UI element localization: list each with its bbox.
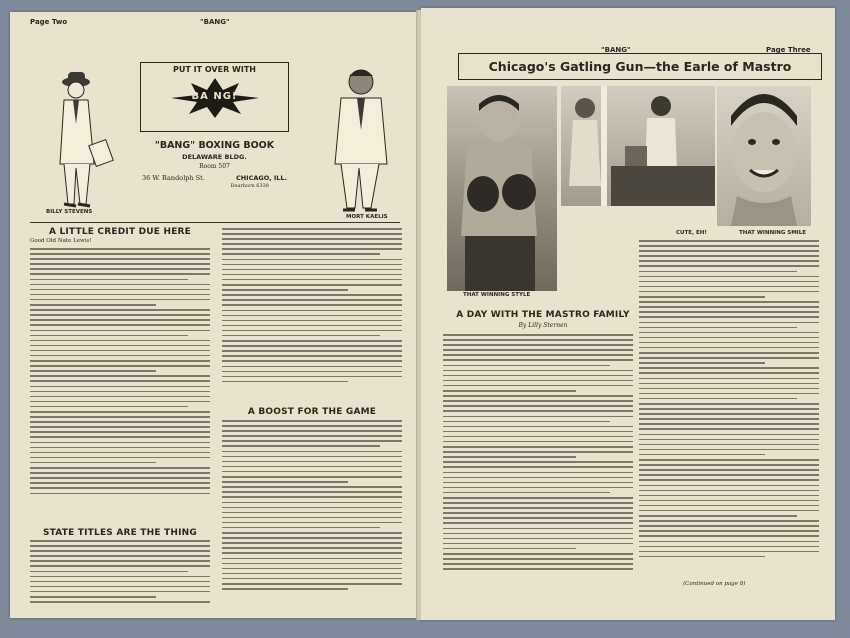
left-page-label: Page Two [30, 18, 68, 26]
ad-city: CHICAGO, ILL. [235, 174, 287, 182]
article-column-2 [639, 240, 819, 561]
right-running-head: "BANG" [601, 46, 631, 54]
family-photo [561, 86, 715, 206]
continued-note: (Continued on page 8) [683, 581, 746, 587]
credit-subheading: Good Old Nate Lewis! [30, 238, 92, 244]
winning-style-caption: THAT WINNING STYLE [463, 292, 531, 298]
credit-heading: A LITTLE CREDIT DUE HERE [48, 227, 192, 237]
article-column-1 [443, 334, 633, 573]
billy-stevens-illustration [46, 64, 118, 212]
smile-caption: THAT WINNING SMILE [739, 230, 806, 236]
right-page-label: Page Three [766, 46, 811, 54]
bang-logo [169, 78, 261, 118]
feature-title: Chicago's Gatling Gun—the Earle of Mastro [458, 53, 822, 80]
left-page [10, 12, 419, 618]
smile-photo [717, 86, 811, 226]
divider [30, 222, 400, 223]
right-page [421, 8, 835, 620]
boxer-photo [447, 86, 557, 291]
boost-heading: A BOOST FOR THE GAME [247, 407, 377, 417]
boost-article-text [222, 420, 402, 593]
right-figure-caption: MORT KAELIS [346, 214, 388, 220]
credit-article-text [30, 248, 210, 498]
article-byline: By Lilly Sternen [518, 322, 568, 329]
ad-name: "BANG" BOXING BOOK [154, 140, 275, 151]
state-titles-text [30, 540, 210, 606]
boxing-book-ad [140, 62, 289, 200]
ad-street: 36 W. Randolph St. [142, 174, 205, 182]
cute-caption: CUTE, EH! [676, 230, 707, 236]
ad-slogan: PUT IT OVER WITH [173, 65, 256, 74]
left-figure-caption: BILLY STEVENS [46, 209, 93, 215]
ad-phone: Dearborn 6338 [230, 183, 269, 189]
state-titles-heading: STATE TITLES ARE THE THING [42, 528, 197, 538]
left-running-head: "BANG" [200, 18, 230, 26]
mort-kaelis-illustration [325, 60, 397, 216]
ad-building: DELAWARE BLDG. [182, 153, 247, 161]
ad-room: Room 507 [199, 163, 230, 170]
article-title: A DAY WITH THE MASTRO FAMILY [456, 310, 630, 320]
logo-text: BA NG! [191, 91, 238, 102]
credit-continued-text [222, 228, 402, 386]
